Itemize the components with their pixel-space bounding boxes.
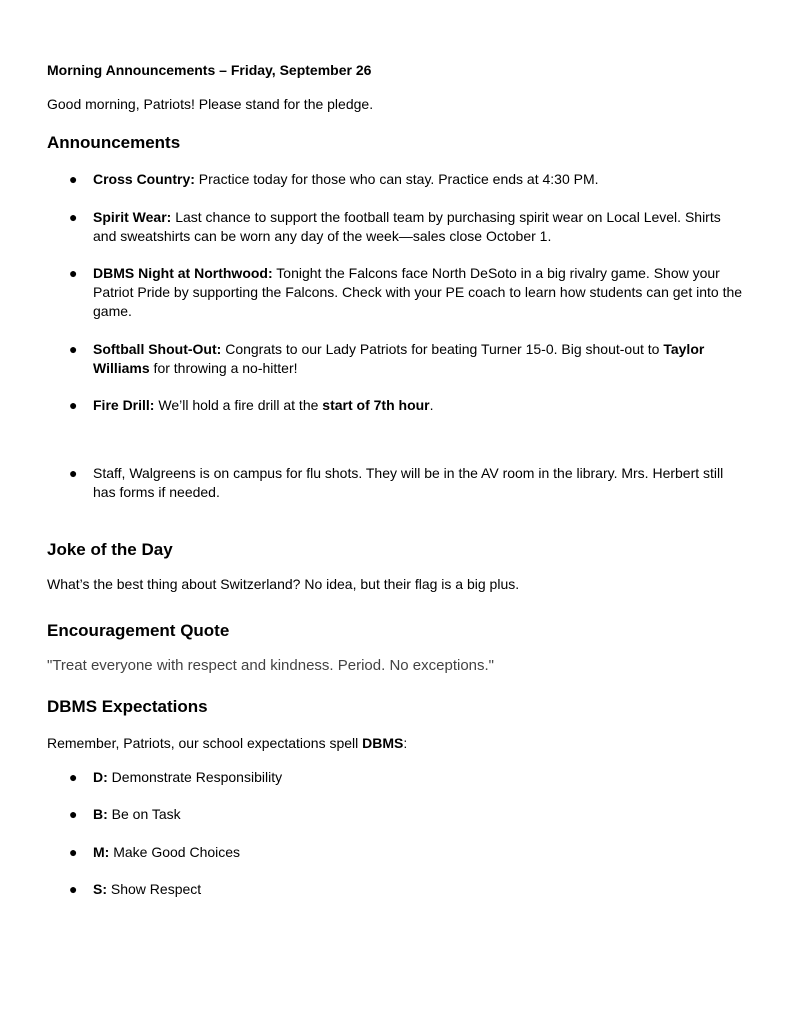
expectation-item-m bbox=[47, 843, 747, 862]
intro-colon: : bbox=[403, 735, 408, 751]
announcement-item-softball bbox=[47, 340, 747, 378]
player-name: Taylor Williams bbox=[93, 341, 705, 376]
bullet-icon: ● bbox=[69, 465, 78, 481]
bullet-icon: ● bbox=[69, 341, 78, 357]
bullet-icon: ● bbox=[69, 769, 78, 785]
announcement-text-end: for throwing a no-hitter! bbox=[149, 360, 298, 376]
announcement-text: Tonight the Falcons face North DeSoto in a big rivalry game. Show your Patriot Pride by supporting the Falcons. Check with your PE coach to learn how students can get into the game. bbox=[93, 265, 743, 319]
announcement-item-fire-drill bbox=[47, 396, 747, 415]
expectation-text: Be on Task bbox=[107, 806, 181, 822]
announcement-label: Spirit Wear: bbox=[93, 209, 172, 225]
bullet-icon: ● bbox=[69, 881, 78, 897]
encouragement-quote: "Treat everyone with respect and kindness. Period. No exceptions." bbox=[47, 657, 494, 674]
greeting-text: Good morning, Patriots! Please stand for the pledge. bbox=[47, 96, 374, 112]
announcement-text: We’ll hold a fire drill at the bbox=[154, 397, 323, 413]
expectation-text: Show Respect bbox=[107, 881, 202, 897]
bullet-icon: ● bbox=[69, 209, 78, 225]
intro-acronym: DBMS bbox=[362, 735, 404, 751]
announcement-label: DBMS Night at Northwood: bbox=[93, 265, 273, 281]
announcement-text: Staff, Walgreens is on campus for flu shots. They will be in the AV room in the library. Mrs. Herbert still has forms if needed. bbox=[93, 465, 724, 500]
bullet-icon: ● bbox=[69, 397, 78, 413]
announcement-item-spirit-wear bbox=[47, 208, 747, 246]
announcement-label: Softball Shout-Out: bbox=[93, 341, 222, 357]
joke-heading: Joke of the Day bbox=[47, 540, 173, 559]
bullet-icon: ● bbox=[69, 806, 78, 822]
expectation-text: Demonstrate Responsibility bbox=[107, 769, 283, 785]
announcement-text: Congrats to our Lady Patriots for beating Turner 15-0. Big shout-out to bbox=[221, 341, 664, 357]
announcement-label: Fire Drill: bbox=[93, 397, 155, 413]
announcement-item-flu-shots bbox=[47, 464, 747, 502]
announcement-text: Practice today for those who can stay. Practice ends at 4:30 PM. bbox=[194, 171, 599, 187]
expectation-letter: D: bbox=[93, 769, 108, 785]
bullet-icon: ● bbox=[69, 844, 78, 860]
announcements-heading: Announcements bbox=[47, 133, 181, 152]
drill-time: start of 7th hour bbox=[322, 397, 430, 413]
announcement-label: Cross Country: bbox=[93, 171, 195, 187]
bullet-icon: ● bbox=[69, 171, 78, 187]
document-title: Morning Announcements – Friday, September 26 bbox=[47, 62, 372, 78]
announcement-text: Last chance to support the football team by purchasing spirit wear on Local Level. Shirts and sweatshirts can be worn any day of the week—sales close October 1. bbox=[93, 209, 721, 244]
expectation-letter: S: bbox=[93, 881, 107, 897]
joke-text: What’s the best thing about Switzerland? No idea, but their flag is a big plus. bbox=[47, 576, 520, 592]
expectations-intro bbox=[47, 734, 407, 752]
bullet-icon: ● bbox=[69, 265, 78, 281]
expectation-item-b bbox=[47, 805, 747, 824]
encouragement-heading: Encouragement Quote bbox=[47, 621, 230, 640]
expectation-item-d bbox=[47, 768, 747, 787]
expectation-item-s bbox=[47, 880, 747, 899]
announcement-item-dbms-night bbox=[47, 264, 747, 321]
expectation-letter: B: bbox=[93, 806, 108, 822]
announcement-text-end: . bbox=[429, 397, 434, 413]
expectations-heading: DBMS Expectations bbox=[47, 697, 208, 716]
expectation-text: Make Good Choices bbox=[109, 844, 241, 860]
intro-text: Remember, Patriots, our school expectations spell bbox=[47, 735, 363, 751]
expectation-letter: M: bbox=[93, 844, 110, 860]
announcement-item-cross-country bbox=[47, 170, 747, 189]
